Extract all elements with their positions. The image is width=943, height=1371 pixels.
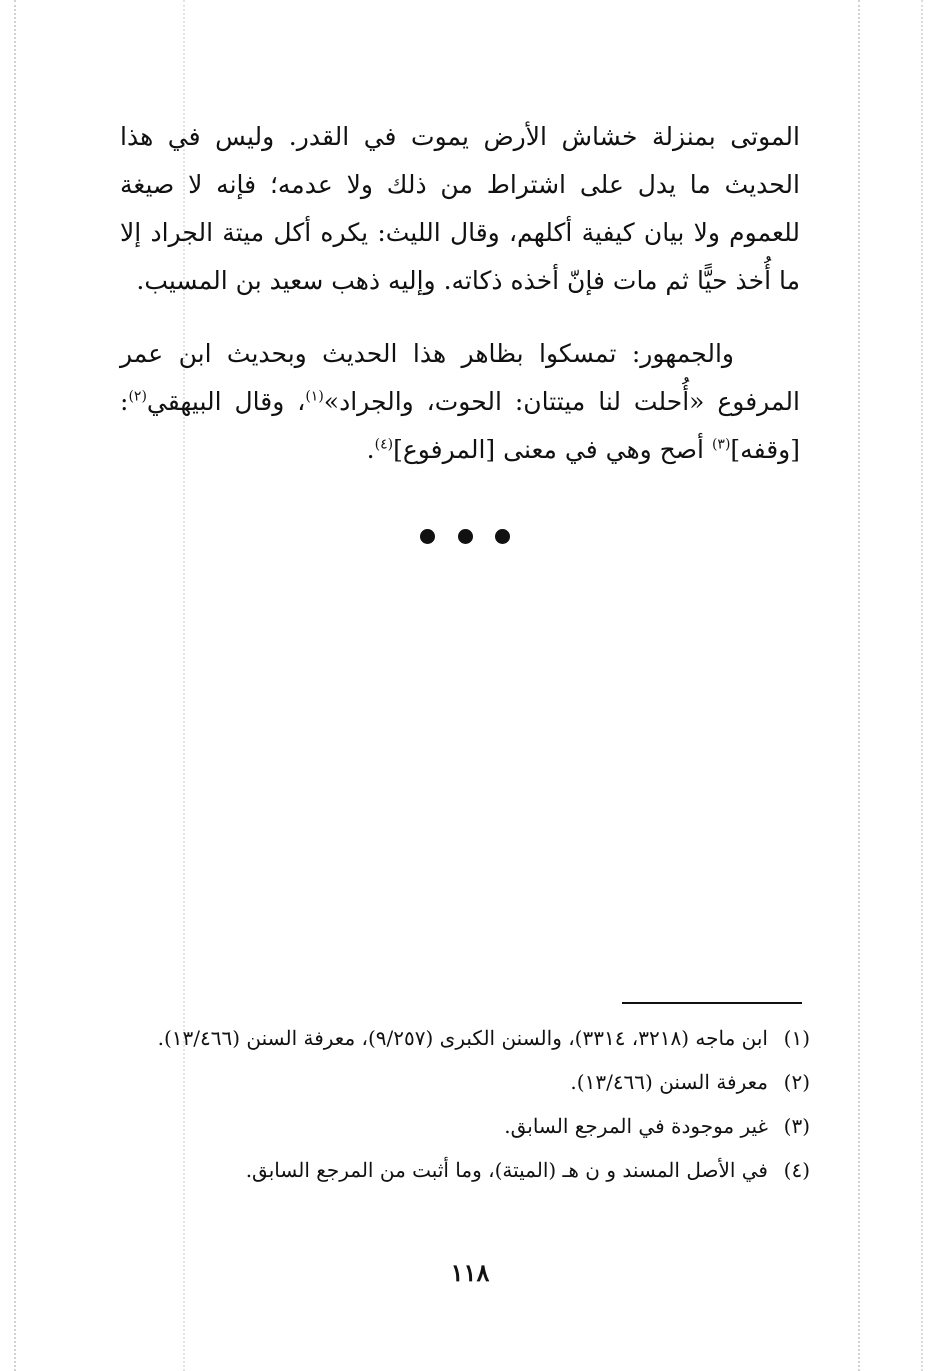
footnote-ref[interactable]: (٢) [128, 388, 147, 405]
main-paragraph-1 [120, 113, 800, 305]
text-segment: ، وقال البيهقي [146, 387, 306, 416]
bullet-dot-icon [420, 529, 435, 544]
text-segment: المرفوع «أُحلت لنا ميتتان: الحوت، والجراد» [323, 387, 800, 416]
footnote-number: (٢) [783, 1070, 810, 1094]
footnote-text: معرفة السنن (١٣/٤٦٦). [570, 1070, 768, 1094]
footnote-text: ابن ماجه (٣٢١٨، ٣٣١٤)، والسنن الكبرى (٩/٢٥٧)، معرفة السنن (١٣/٤٦٦). [157, 1026, 768, 1050]
footnotes [120, 1016, 810, 1192]
text-segment: أصح وهي في معنى [المرفوع] [393, 435, 712, 464]
text-line: الحديث ما يدل على اشتراط من ذلك ولا عدمه؛ فإنه لا صيغة [120, 170, 800, 199]
text-line: للعموم ولا بيان كيفية أكلهم، وقال الليث: يكره أكل ميتة الجراد إلا [120, 218, 800, 247]
footnote-ref[interactable]: (٣) [711, 436, 731, 453]
footnote-item [120, 1016, 810, 1060]
footnote-number: (١) [783, 1026, 810, 1050]
footnote-divider [622, 1002, 802, 1004]
scan-guide-line [858, 0, 860, 1371]
text-line: ما أُخذ حيًّا ثم مات فإنّ أخذه ذكاته. وإليه ذهب سعيد بن المسيب. [136, 266, 800, 295]
footnote-number: (٤) [783, 1158, 810, 1182]
footnote-text: في الأصل المسند و ن هـ (الميتة)، وما أثبت من المرجع السابق. [245, 1158, 768, 1182]
footnote-number: (٣) [783, 1114, 810, 1138]
footnote-text: غير موجودة في المرجع السابق. [504, 1114, 768, 1138]
text-segment: : [120, 387, 129, 416]
text-line: والجمهور: تمسكوا بظاهر هذا الحديث وبحديث ابن عمر [120, 339, 734, 368]
text-segment: . [366, 435, 375, 464]
footnote-item [120, 1104, 810, 1148]
bullet-dot-icon [458, 529, 473, 544]
footnote-ref[interactable]: (٤) [374, 436, 394, 453]
text-line [120, 426, 800, 474]
scan-guide-line [921, 0, 923, 1371]
text-segment: [وقفه] [730, 435, 800, 464]
footnote-ref[interactable]: (١) [305, 388, 324, 405]
text-line: الموتى بمنزلة خشاش الأرض يموت في القدر. وليس في هذا [120, 122, 800, 151]
scan-guide-line [14, 0, 16, 1371]
main-paragraph-2 [120, 330, 800, 474]
section-separator [420, 524, 510, 548]
footnote-item [120, 1148, 810, 1192]
bullet-dot-icon [495, 529, 510, 544]
text-line [120, 378, 800, 426]
page-number: ١١٨ [450, 1258, 490, 1287]
footnote-item [120, 1060, 810, 1104]
